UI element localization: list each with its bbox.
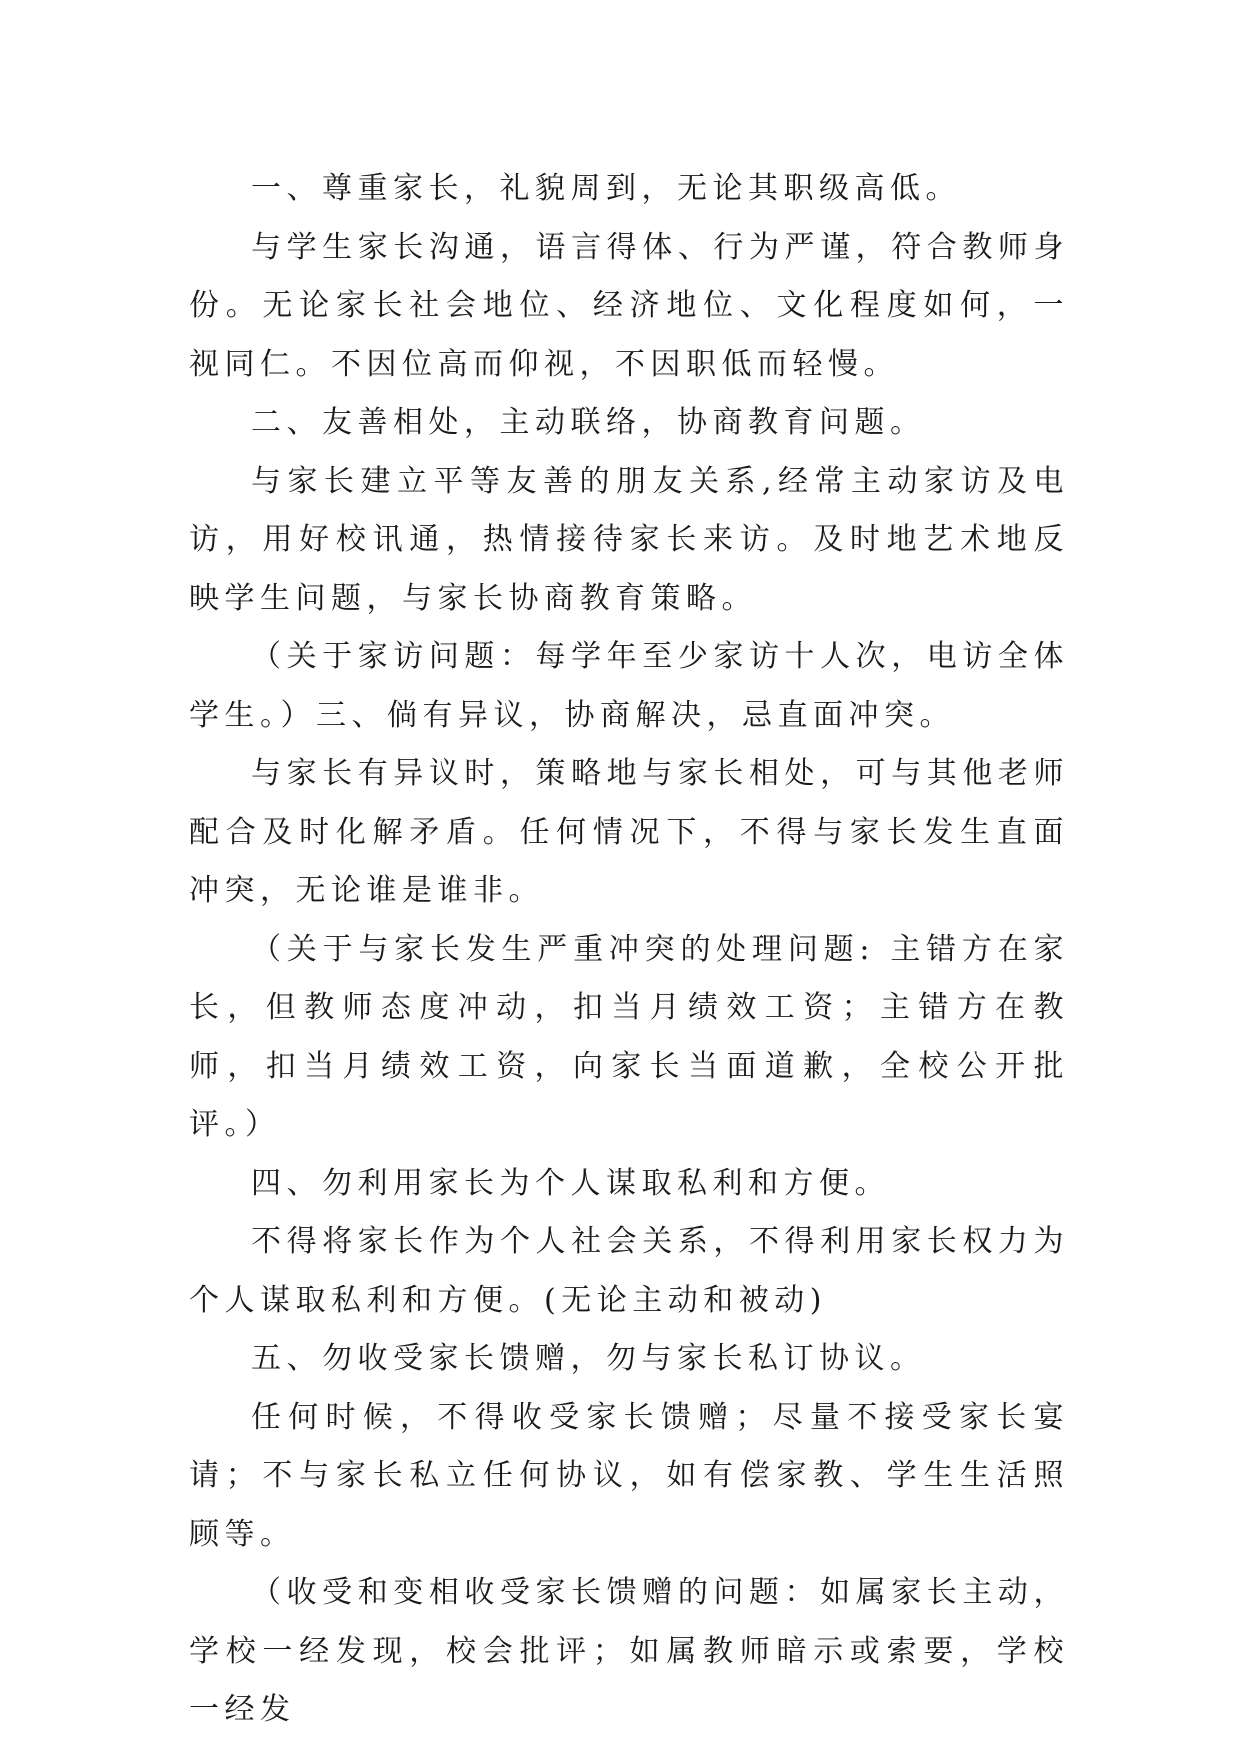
paragraph-no-private-gain: 不得将家长作为个人社会关系，不得利用家长权力为个人谋取私利和方便。(无论主动和被动) xyxy=(189,1224,1069,1318)
paragraph-conflict-handling: （关于与家长发生严重冲突的处理问题: 主错方在家长，但教师态度冲动，扣当月绩效工资；主错方在教师，扣当月绩效工资，向家长当面道歉，全校公开批评。） xyxy=(189,931,1069,1142)
heading-2-friendly-contact: 二、友善相处，主动联络，协商教育问题。 xyxy=(251,405,926,440)
paragraph-friendly-contact: 与家长建立平等友善的朋友关系,经常主动家访及电访，用好校讯通，热情接待家长来访。及时地艺术地反映学生问题，与家长协商教育策略。 xyxy=(189,463,1069,616)
heading-4-no-private-gain: 四、勿利用家长为个人谋取私利和方便。 xyxy=(251,1165,890,1201)
document-body xyxy=(189,160,1069,1740)
paragraph-disagreements: 与家长有异议时，策略地与家长相处，可与其他老师配合及时化解矛盾。任何情况下，不得与家长发生直面冲突，无论谁是谁非。 xyxy=(189,756,1069,908)
heading-1-respect-parents: 一、尊重家长，礼貌周到，无论其职级高低。 xyxy=(251,171,961,206)
heading-5-no-gifts: 五、勿收受家长馈赠，勿与家长私订协议。 xyxy=(251,1341,926,1376)
paragraph-home-visit-and-heading-3: （关于家访问题：每学年至少家访十人次，电访全体学生。）三、倘有异议，协商解决，忌直面冲突。 xyxy=(189,639,1069,733)
paragraph-gift-penalties: （收受和变相收受家长馈赠的问题：如属家长主动，学校一经发现，校会批评；如属教师暗示或索要，学校一经发 xyxy=(189,1575,1069,1727)
paragraph-respect-parents: 与学生家长沟通，语言得体、行为严谨，符合教师身份。无论家长社会地位、经济地位、文化程度如何，一视同仁。不因位高而仰视，不因职低而轻慢。 xyxy=(189,229,1069,382)
paragraph-no-gifts: 任何时候，不得收受家长馈赠；尽量不接受家长宴请；不与家长私立任何协议，如有偿家教、学生生活照顾等。 xyxy=(189,1399,1069,1552)
